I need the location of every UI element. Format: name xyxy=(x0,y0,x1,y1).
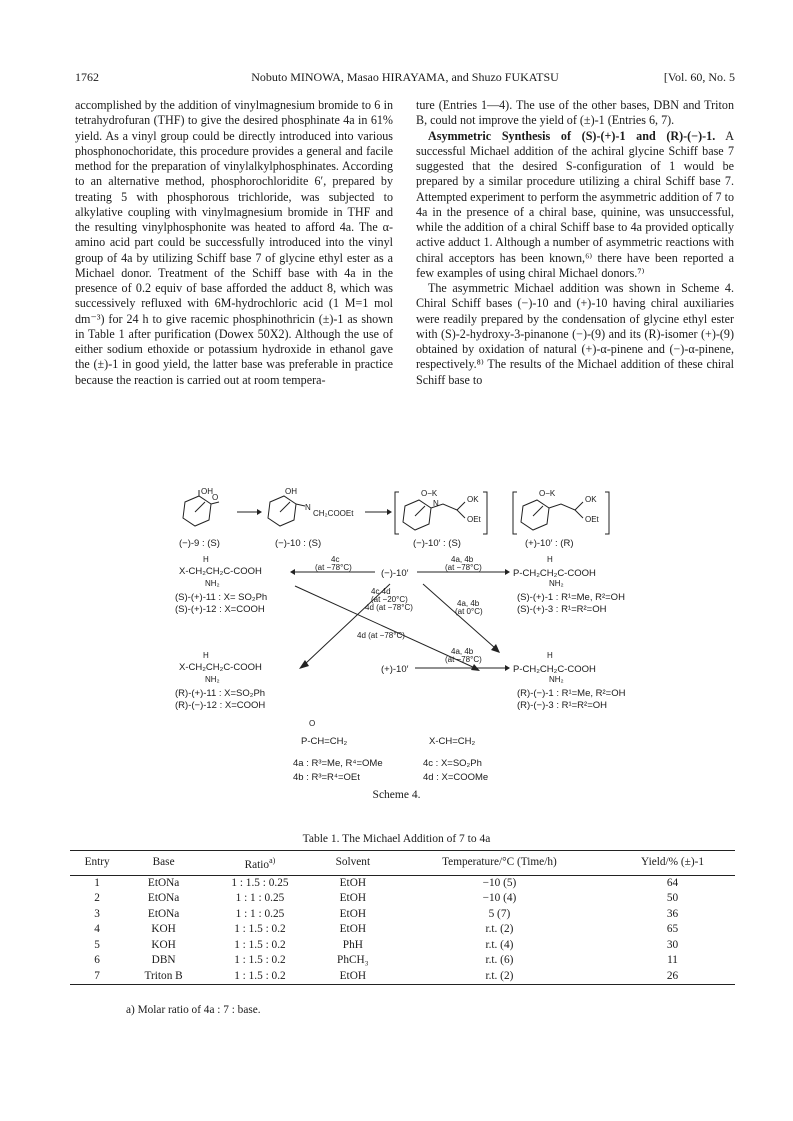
nh2-br: NH₂ xyxy=(549,675,564,684)
label-s3: (S)-(+)-3 : R¹=R²=OH xyxy=(517,604,607,615)
center-plus-10p: (+)-10′ xyxy=(381,664,409,675)
table-footnote: a) Molar ratio of 4a : 7 : base. xyxy=(126,1004,261,1016)
h-label-tr: H xyxy=(547,555,553,564)
col-ratio: Ratio$^{a)}$ xyxy=(203,851,317,876)
legend-4a: 4a : R³=Me, R⁴=OMe xyxy=(293,758,383,769)
label-r3: (R)-(−)-3 : R¹=R²=OH xyxy=(517,700,607,711)
product-chain-tl: X-CH₂CH₂C-COOH xyxy=(179,566,262,577)
left-paragraph: accomplished by the addition of vinylmagnesium bromide to 6 in tetrahydrofuran (THF) to give the desired phosphinate 4a in 61% yield. As a vinyl group could be directly introduced into various phosphonochoridate, this procedure provides a general and facile method for the preparation of vinylalkylphosphinates. According to an alternative method, phosphorochloridite 6′, prepared by treating 5 with phosphorous trichloride, was subjected to alkylative coupling with vinylmagnesium bromide in THF and the resulting vinylphosphonite was heated to afford 4a. The α-amino acid part could be successfully introduced into the vinyl group of 4a by utilizing Schiff base 7 of glycine ethyl ester as a Michael donor. Treatment of the Schiff base with 4a in the presence of 0.2 equiv of base afforded the adduct 8, which was successively refluxed with 6M-hydrochloric acid (1 M=1 mol dm⁻³) for 24 h to give racemic phosphinothricin (±)-1 as shown in Table 1 after purification (Dowex 50X2). Although the use of either sodium ethoxide or potassium hydroxide in ethanol gave the (±)-1 in good yield, the latter base was preferable in practice because the reaction is carried out at room tempera- xyxy=(75,98,393,387)
svg-text:O: O xyxy=(212,493,219,502)
h-label-tl: H xyxy=(203,555,209,564)
label-10-prime-r: (+)-10′ : (R) xyxy=(525,538,574,549)
table-row: 1 EtONa 1 : 1.5 : 0.25 EtOH −10 (5) 64 xyxy=(94,876,679,889)
center-minus-10p: (−)-10′ xyxy=(381,568,409,579)
right-paragraph-1: ture (Entries 1—4). The use of the other bases, DBN and Triton B, could not improve the yield of (±)-1 (Entries 6, 7). xyxy=(416,98,734,128)
nh2-tl: NH₂ xyxy=(205,579,220,588)
cond-4a4b-c: 4a, 4b xyxy=(451,647,474,656)
cond-20: (at −20°C) xyxy=(371,595,408,604)
svg-text:O−K: O−K xyxy=(421,489,438,498)
cond-78-c: (at −78°C) xyxy=(445,655,482,664)
legend-4c: 4c : X=SO₂Ph xyxy=(423,758,482,769)
table-row: 4 KOH 1 : 1.5 : 0.2 EtOH r.t. (2) 65 xyxy=(94,923,679,936)
svg-text:OH: OH xyxy=(285,488,297,496)
label-r1: (R)-(−)-1 : R¹=Me, R²=OH xyxy=(517,688,626,699)
label-r11: (R)-(+)-11 : X=SO₂Ph xyxy=(175,688,266,699)
nh2-bl: NH₂ xyxy=(205,675,220,684)
svg-text:N: N xyxy=(433,499,439,508)
label-s12: (S)-(+)-12 : X=COOH xyxy=(175,604,265,615)
cond-4c4d: 4c 4d xyxy=(371,587,391,596)
right-paragraph-2-text: A successful Michael addition of the achiral glycine Schiff base 7 suggested that the desired S-configuration of 1 would be prepared by a similar procedure utilizing a chiral Schiff base 7. Attempted experiment to perform the asymmetric addition of 7 to 4a in the presence of a chiral base, quinine, was unsuccessful, while the addition of a chiral Schiff base to 4a provided optically active adduct 1. Although a number of asymmetric reactions with chiral acceptors has been known,⁶⁾ there have been reported a few examples of using chiral Michael donors.⁷⁾ xyxy=(416,128,734,280)
svg-text:O: O xyxy=(309,719,316,728)
h-label-bl: H xyxy=(203,651,209,660)
michael-addition-table xyxy=(70,850,735,985)
header-volume: [Vol. 60, No. 5 xyxy=(663,70,735,84)
right-paragraph-3: The asymmetric Michael addition was shown in Scheme 4. Chiral Schiff bases (−)-10 and (+)-10 having chiral auxiliaries were readily prepared by the condensation of glycine ethyl ester with (S)-2-hydroxy-3-pinanone (−)-(9) and its (R)-isomer (+)-(9) obtained by oxidation of natural (+)-α-pinene and (−)-α-pinene, respectively.⁸⁾ The results of the Michael addition of these chiral Schiff base to xyxy=(416,281,734,387)
cond-0: (at 0°C) xyxy=(455,607,483,616)
label-9: (−)-9 : (S) xyxy=(179,538,220,549)
h-label-br: H xyxy=(547,651,553,660)
svg-text:OEt: OEt xyxy=(467,515,481,524)
table-row: 6 DBN 1 : 1.5 : 0.2 PhCH₃ r.t. (6) 11 xyxy=(94,954,678,967)
section-heading: Asymmetric Synthesis of (S)-(+)-1 and (R)-(−)-1. xyxy=(428,128,716,143)
svg-text:OEt: OEt xyxy=(585,515,599,524)
col-entry: Entry xyxy=(70,851,124,876)
col-solvent: Solvent xyxy=(317,851,389,876)
product-chain-bl: X-CH₂CH₂C-COOH xyxy=(179,662,262,673)
label-10: (−)-10 : (S) xyxy=(275,538,322,549)
vinyl-phosphinate: P-CH=CH₂ xyxy=(301,736,348,747)
cond-4c: 4c xyxy=(331,555,340,564)
nh2-tr: NH₂ xyxy=(549,579,564,588)
running-header xyxy=(75,70,735,88)
table-caption: Table 1. The Michael Addition of 7 to 4a xyxy=(302,833,491,845)
scheme-caption: Scheme 4. xyxy=(372,789,421,801)
right-paragraph-2 xyxy=(416,129,734,282)
cond-4a4b-b: 4a, 4b xyxy=(457,599,480,608)
table-row: 3 EtONa 1 : 1 : 0.25 EtOH 5 (7) 36 xyxy=(94,907,679,920)
svg-text:CH₂COOEt: CH₂COOEt xyxy=(313,509,354,518)
cond-4d-78: 4d (at −78°C) xyxy=(365,603,413,612)
label-r12: (R)-(−)-12 : X=COOH xyxy=(175,700,266,711)
svg-text:O−K: O−K xyxy=(539,489,556,498)
scheme-4-figure xyxy=(165,488,635,788)
table-row: 7 Triton B 1 : 1.5 : 0.2 EtOH r.t. (2) 26 xyxy=(70,969,735,985)
table-row: 2 EtONa 1 : 1 : 0.25 EtOH −10 (4) 50 xyxy=(94,892,679,905)
svg-text:OK: OK xyxy=(467,495,479,504)
label-s11: (S)-(+)-11 : X= SO₂Ph xyxy=(175,592,268,603)
left-column xyxy=(75,98,393,388)
header-authors: Nobuto MINOWA, Masao HIRAYAMA, and Shuzo FUKATSU xyxy=(251,70,559,84)
page-number: 1762 xyxy=(75,70,99,84)
right-column xyxy=(416,98,734,388)
vinyl-acceptor: X-CH=CH₂ xyxy=(429,736,476,747)
structure-10 xyxy=(268,496,305,526)
product-chain-tr: P-CH₂CH₂C-COOH xyxy=(513,568,596,579)
col-temperature: Temperature/°C (Time/h) xyxy=(389,851,610,876)
cond-78-b: (at −78°C) xyxy=(445,563,482,572)
legend-4b: 4b : R³=R⁴=OEt xyxy=(293,772,360,783)
col-yield: Yield/% (±)-1 xyxy=(610,851,735,876)
legend-4d: 4d : X=COOMe xyxy=(423,772,489,783)
cond-4a4b-a: 4a, 4b xyxy=(451,555,474,564)
label-10-prime-s: (−)-10′ : (S) xyxy=(413,538,461,549)
svg-text:OH: OH xyxy=(201,488,213,496)
product-chain-br: P-CH₂CH₂C-COOH xyxy=(513,664,596,675)
cond-4d-78-b: 4d (at −78°C) xyxy=(357,631,405,640)
cond-78-a: (at −78°C) xyxy=(315,563,352,572)
col-base: Base xyxy=(124,851,203,876)
svg-text:N: N xyxy=(305,503,311,512)
svg-text:OK: OK xyxy=(585,495,597,504)
label-s1: (S)-(+)-1 : R¹=Me, R²=OH xyxy=(517,592,625,603)
table-row: 5 KOH 1 : 1.5 : 0.2 PhH r.t. (4) 30 xyxy=(94,938,679,951)
